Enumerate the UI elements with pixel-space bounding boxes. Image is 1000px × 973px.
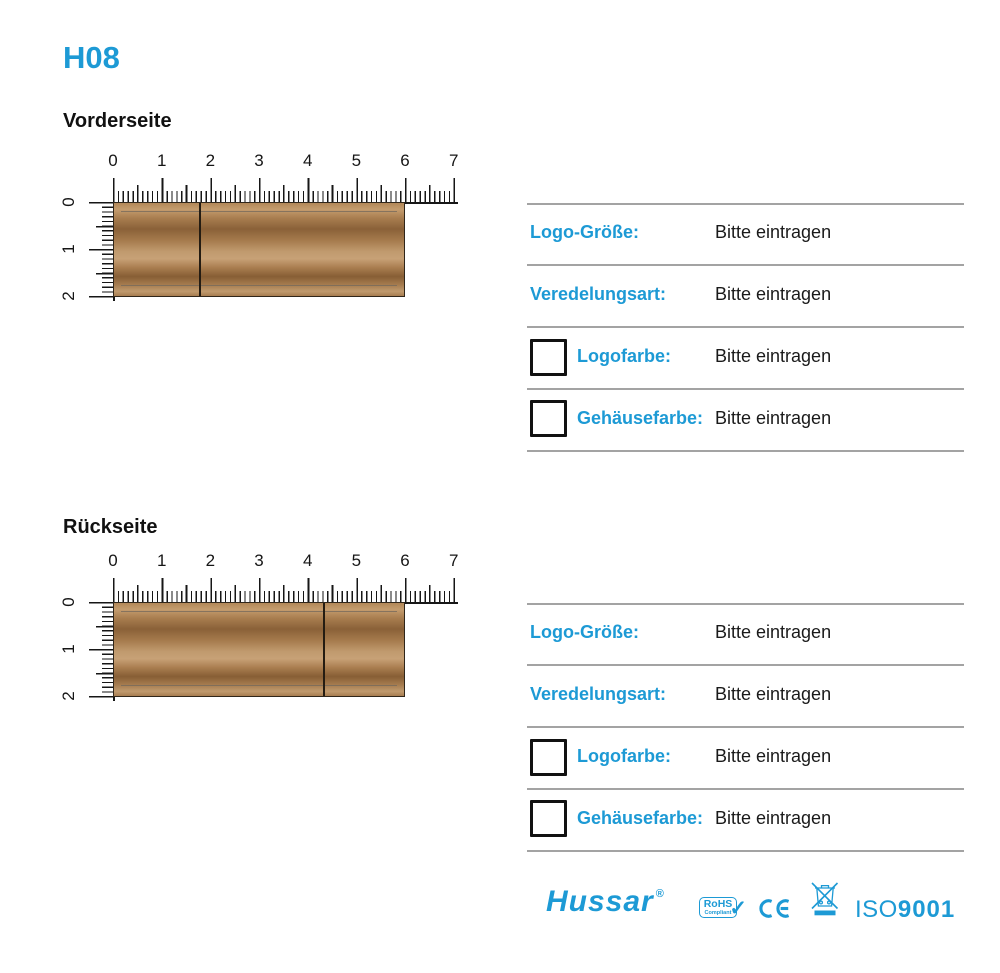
front-drawing: [59, 151, 459, 301]
ruler-label: 4: [302, 151, 313, 170]
divider: [527, 264, 964, 266]
hussar-logo: [546, 885, 662, 919]
registered-trademark-icon: ®: [655, 888, 664, 900]
divider: [527, 850, 964, 852]
wood-seam: [121, 611, 397, 612]
ruler-label: 0: [59, 197, 78, 207]
horizontal-ruler-labels: [108, 551, 459, 573]
divider: [527, 450, 964, 452]
ruler-label: 2: [59, 291, 78, 301]
housing-color-label: Gehäusefarbe:: [577, 808, 704, 828]
ruler-label: 2: [59, 691, 78, 701]
section-heading-back: Rückseite: [63, 516, 158, 538]
ruler-label: 0: [108, 551, 118, 570]
horizontal-ruler-labels: [108, 151, 459, 173]
housing-color-checkbox[interactable]: [530, 400, 567, 437]
back-drawing: [59, 551, 459, 701]
finishing-type-value[interactable]: Bitte eintragen: [715, 684, 832, 704]
finishing-type-label: Veredelungsart:: [530, 284, 667, 304]
horizontal-ruler-ticks: [113, 176, 458, 204]
rohs-label: RoHS: [703, 898, 733, 910]
ruler-label: 6: [400, 151, 410, 170]
ruler-label: 3: [254, 151, 264, 170]
ruler-label: 7: [448, 151, 459, 170]
divider: [527, 788, 964, 790]
logo-color-checkbox[interactable]: [530, 339, 567, 376]
logo-color-checkbox[interactable]: [530, 739, 567, 776]
front-form: [527, 203, 964, 453]
finishing-type-label: Veredelungsart:: [530, 684, 667, 704]
back-form: [527, 603, 964, 853]
logo-size-label: Logo-Größe:: [530, 622, 639, 642]
ruler-label: 7: [448, 551, 459, 570]
ce-mark-icon: [759, 899, 790, 923]
footer-logos: [0, 860, 1000, 940]
finishing-type-value[interactable]: Bitte eintragen: [715, 284, 832, 304]
ruler-label: 2: [205, 551, 216, 570]
divider: [527, 603, 964, 605]
vertical-ruler-ticks: [87, 602, 115, 701]
housing-color-label: Gehäusefarbe:: [577, 408, 704, 428]
logo-size-value[interactable]: Bitte eintragen: [715, 622, 832, 642]
housing-color-value[interactable]: Bitte eintragen: [715, 408, 832, 428]
divider: [527, 326, 964, 328]
ruler-label: 5: [351, 151, 362, 170]
checkmark-icon: ✓: [729, 897, 747, 920]
housing-color-value[interactable]: Bitte eintragen: [715, 808, 832, 828]
iso-number: 9001: [897, 896, 956, 923]
ruler-label: 5: [351, 551, 362, 570]
divider: [527, 203, 964, 205]
housing-color-checkbox[interactable]: [530, 800, 567, 837]
logo-color-value[interactable]: Bitte eintragen: [715, 346, 832, 366]
wood-seam: [121, 211, 397, 212]
logo-color-label: Logofarbe:: [577, 346, 671, 366]
ruler-label: 1: [156, 151, 167, 170]
divider: [527, 664, 964, 666]
usb-drive-front-image: [113, 202, 405, 297]
iso9001-logo: [855, 896, 955, 924]
ruler-label: 1: [59, 244, 78, 254]
ruler-label: 6: [400, 551, 410, 570]
usb-drive-back-image: [113, 602, 405, 697]
wood-seam: [121, 685, 397, 686]
brand-name: Hussar: [546, 885, 654, 918]
wood-seam: [121, 285, 397, 286]
ruler-label: 2: [205, 151, 216, 170]
rohs-compliant-badge: [699, 897, 747, 920]
rohs-compliant-label: Compliant: [704, 910, 732, 916]
ruler-label: 0: [59, 597, 78, 607]
logo-color-value[interactable]: Bitte eintragen: [715, 746, 832, 766]
page-title: H08: [63, 40, 120, 75]
divider: [527, 388, 964, 390]
cap-divider-line: [199, 203, 201, 296]
ruler-label: 1: [59, 644, 78, 654]
weee-crossed-bin-icon: [810, 881, 841, 921]
logo-size-label: Logo-Größe:: [530, 222, 639, 242]
vertical-ruler-ticks: [87, 202, 115, 301]
ruler-label: 0: [108, 151, 118, 170]
ruler-label: 3: [254, 551, 264, 570]
logo-color-label: Logofarbe:: [577, 746, 671, 766]
cap-divider-line: [323, 603, 325, 696]
iso-prefix: ISO: [855, 896, 898, 923]
divider: [527, 726, 964, 728]
horizontal-ruler-ticks: [113, 576, 458, 604]
section-heading-front: Vorderseite: [63, 110, 172, 132]
ruler-label: 1: [156, 551, 167, 570]
ruler-label: 4: [302, 551, 313, 570]
logo-size-value[interactable]: Bitte eintragen: [715, 222, 832, 242]
